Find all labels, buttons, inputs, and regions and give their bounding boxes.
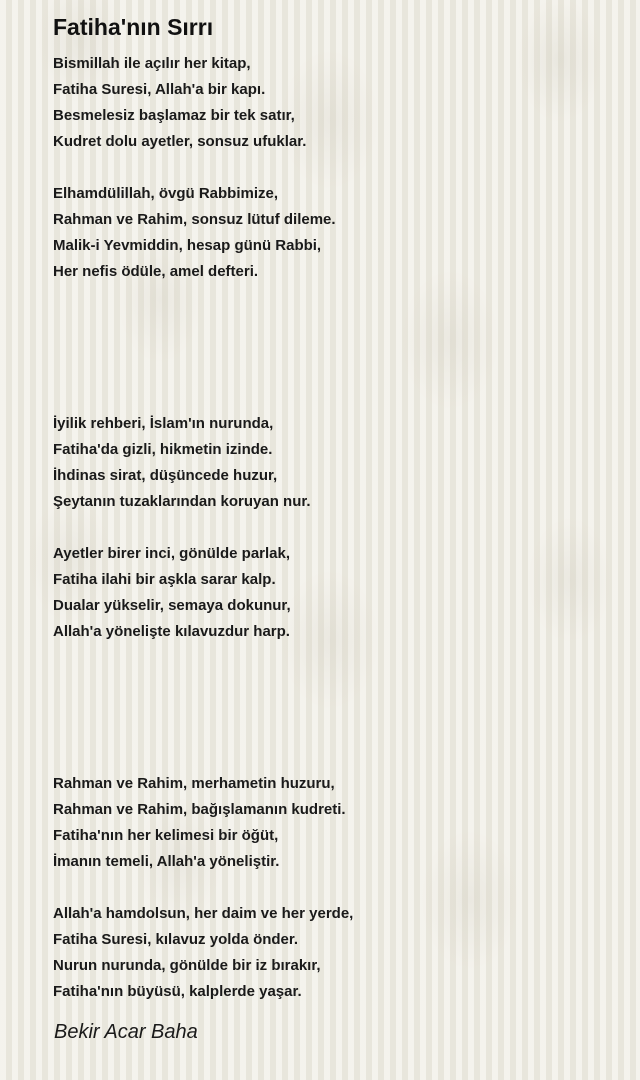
poem-line: Fatiha'nın her kelimesi bir öğüt, [53,827,279,844]
poem-line: Rahman ve Rahim, merhametin huzuru, [53,775,335,792]
poem-line: Rahman ve Rahim, bağışlamanın kudreti. [53,801,346,818]
poem-line: Malik-i Yevmiddin, hesap günü Rabbi, [53,237,322,254]
poem-line: Fatiha ilahi bir aşkla sarar kalp. [53,571,276,588]
poem-line: Elhamdülillah, övgü Rabbimize, [53,185,279,202]
poem-line: Fatiha Suresi, kılavuz yolda önder. [53,931,299,948]
poem-line: Nurun nurunda, gönülde bir iz bırakır, [53,957,321,974]
poem-line: Allah'a yönelişte kılavuzdur harp. [53,623,290,640]
stanza-2 [53,181,336,285]
poem-line: Rahman ve Rahim, sonsuz lütuf dileme. [53,211,336,228]
poem-title: Fatiha'nın Sırrı [53,14,214,40]
poem-line: Fatiha'nın büyüsü, kalplerde yaşar. [53,983,302,1000]
poem-line: Her nefis ödüle, amel defteri. [53,263,259,280]
poem-author: Bekir Acar Baha [54,1021,198,1043]
poem-line: Fatiha'da gizli, hikmetin izinde. [53,441,273,458]
poem-line: İyilik rehberi, İslam'ın nurunda, [53,415,274,432]
poem-line: Fatiha Suresi, Allah'a bir kapı. [53,81,266,98]
poem-line: Ayetler birer inci, gönülde parlak, [53,545,291,562]
stanza-6 [53,901,353,1005]
stanza-5 [53,771,346,875]
poem-line: Kudret dolu ayetler, sonsuz ufuklar. [53,133,307,150]
poem-line: İhdinas sirat, düşüncede huzur, [53,467,278,484]
stanza-4 [53,541,291,645]
poem-line: Dualar yükselir, semaya dokunur, [53,597,291,614]
poem-line: Besmelesiz başlamaz bir tek satır, [53,107,295,124]
poem-line: Allah'a hamdolsun, her daim ve her yerde, [53,905,354,922]
poem-line: İmanın temeli, Allah'a yöneliştir. [53,853,280,870]
stanza-3 [53,411,311,515]
poem-line: Şeytanın tuzaklarından koruyan nur. [53,493,311,510]
poem-line: Bismillah ile açılır her kitap, [53,55,251,72]
stanza-1 [53,51,306,155]
